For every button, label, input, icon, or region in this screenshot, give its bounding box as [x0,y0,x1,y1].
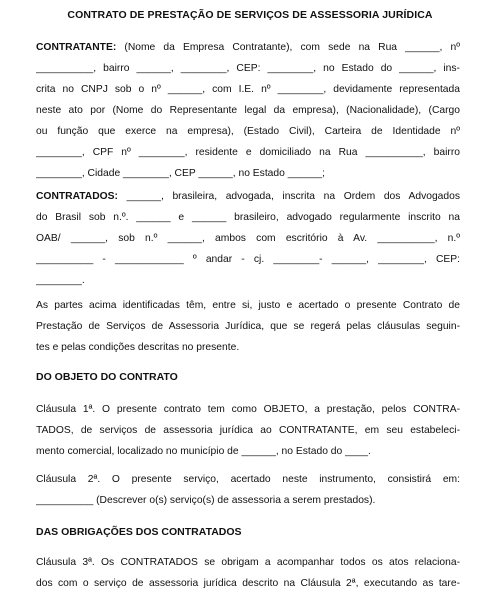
clausula-1-line-1: Cláusula 1ª. O presente contrato tem como OBJETO, a prestação, pelos CONTRA- [36,404,460,415]
contratante-label: CONTRATANTE: [36,42,117,53]
clausula-1-line-3: mento comercial, localizado no município de ______, no Estado do ____. [36,446,371,457]
contratados-line-2: do Brasil sob n.º. ______ e ______ brasileiro, advogado regularmente inscrito na [36,212,460,223]
contratante-paragraph [36,37,460,184]
clausula-3-paragraph [36,552,460,594]
contratados-line-1: CONTRATADOS: ______, brasileira, advogada, inscrita na Ordem dos Advogados [36,191,460,202]
clausula-1-line-2: TADOS, de serviços de assessoria jurídica ao CONTRATANTE, em seu estabeleci- [36,425,460,436]
clausula-2-line-1: Cláusula 2ª. O presente serviço, acertado neste instrumento, consistirá em: [36,474,460,485]
clausula-3-line-1: Cláusula 3ª. Os CONTRATADOS se obrigam a acompanhar todos os atos relaciona- [36,557,460,568]
clausula-2-line-2: __________ (Descrever o(s) serviço(s) de assessoria a serem prestados). [36,495,376,506]
intro-paragraph [36,295,460,358]
contratante-line-4: neste ato por (Nome do Representante legal da empresa), (Nacionalidade), (Cargo [36,105,460,116]
contratados-label: CONTRATADOS: [36,191,118,202]
contratante-line-5: ou função que exerce na empresa), (Estado Civil), Carteira de Identidade nº [36,126,460,137]
intro-line-2: Prestação de Serviços de Assessoria Jurídica, que se regerá pelas cláusulas seguin- [36,321,460,332]
section-heading-obrigacoes: DAS OBRIGAÇÕES DOS CONTRATADOS [36,526,242,538]
contratante-line-7: ________, Cidade ________, CEP ______, no Estado ______; [36,168,325,179]
contratados-paragraph [36,186,460,291]
contratados-line-5: ________. [36,275,85,286]
contratados-line-4: __________ - ____________ º andar - cj. ________- ______, ________, CEP: [36,254,460,265]
section-heading-objeto: DO OBJETO DO CONTRATO [36,371,178,383]
clausula-3-line-2: dos com o serviço de assessoria jurídica descrito na Cláusula 2ª, executando as tare- [36,578,460,589]
intro-line-1: As partes acima identificadas têm, entre si, justo e acertado o presente Contrato de [36,300,460,311]
document-title: CONTRATO DE PRESTAÇÃO DE SERVIÇOS DE ASSESSORIA JURÍDICA [67,9,433,21]
contratante-line-1: CONTRATANTE: (Nome da Empresa Contratante), com sede na Rua ______, nº [36,42,460,53]
contratante-line-2: __________, bairro ______, ________, CEP: ________, no Estado do ______, ins- [36,63,460,74]
contratados-line-3: OAB/ ______, sob n.º ______, ambos com escritório à Av. __________, n.º [36,233,460,244]
contratante-line-6: ________, CPF nº ________, residente e domiciliado na Rua __________, bairro [36,147,460,158]
clausula-2-paragraph [36,469,460,511]
intro-line-3: tes e pelas condições descritas no presente. [36,342,240,353]
clausula-1-paragraph [36,399,460,462]
contratante-line-3: crita no CNPJ sob o nº ______, com I.E. nº ________, devidamente representada [36,84,460,95]
